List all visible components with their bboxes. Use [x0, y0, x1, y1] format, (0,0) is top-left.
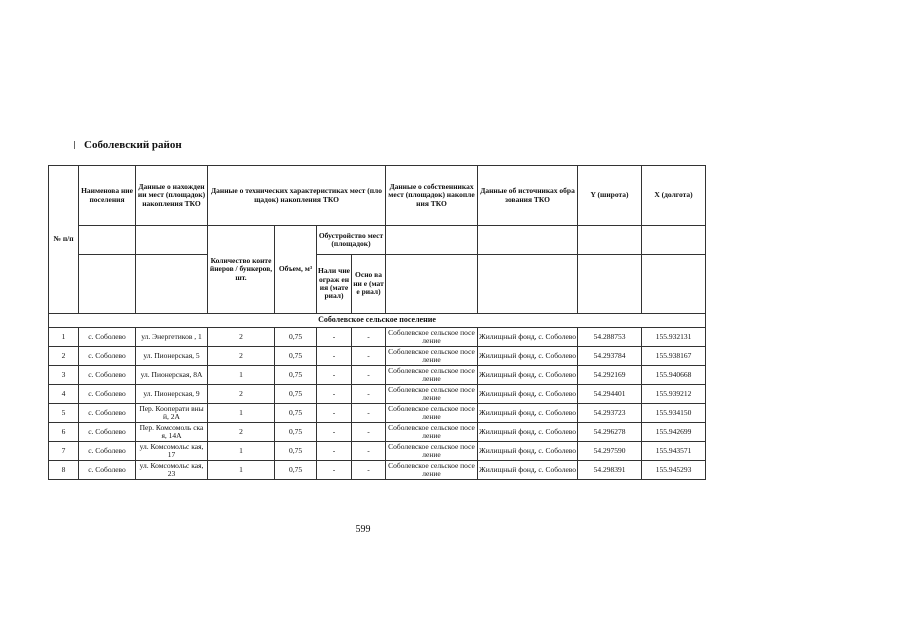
cell-count: 2: [208, 423, 275, 442]
cell-settlement: с. Соболево: [79, 347, 136, 366]
cell-longitude: 155.942699: [642, 423, 706, 442]
cell-longitude: 155.939212: [642, 385, 706, 404]
cell-longitude: 155.932131: [642, 328, 706, 347]
cell-latitude: 54.293784: [578, 347, 642, 366]
table-row: [49, 385, 706, 404]
cell-number: 8: [49, 461, 79, 480]
cell-owner: Соболевское сельское поселение: [386, 404, 478, 423]
table-row: [49, 366, 706, 385]
cell-settlement: с. Соболево: [79, 461, 136, 480]
cell-count: 2: [208, 385, 275, 404]
cell-latitude: 54.288753: [578, 328, 642, 347]
header-technical: Данные о технических характеристиках мест (площадок) накопления ТКО: [208, 166, 386, 226]
header-blank: [136, 226, 208, 255]
cell-source: Жилищный фонд, с. Соболево: [478, 347, 578, 366]
cell-count: 2: [208, 347, 275, 366]
cell-volume: 0,75: [275, 328, 317, 347]
cell-source: Жилищный фонд, с. Соболево: [478, 442, 578, 461]
cell-settlement: с. Соболево: [79, 423, 136, 442]
cell-number: 1: [49, 328, 79, 347]
cell-owner: Соболевское сельское поселение: [386, 385, 478, 404]
cell-address: ул. Пионерская, 9: [136, 385, 208, 404]
table-row: [49, 442, 706, 461]
header-blank: [578, 255, 642, 314]
district-title: Соболевский район: [84, 139, 182, 151]
header-latitude: Y (широта): [578, 166, 642, 226]
cell-base: -: [352, 461, 386, 480]
cell-count: 1: [208, 442, 275, 461]
cell-base: -: [352, 442, 386, 461]
cell-fence: -: [317, 328, 352, 347]
header-number: № п/п: [49, 166, 79, 314]
cell-address: Пер. Кооперати вный, 2А: [136, 404, 208, 423]
cell-latitude: 54.297590: [578, 442, 642, 461]
cell-base: -: [352, 385, 386, 404]
cell-owner: Соболевское сельское поселение: [386, 366, 478, 385]
header-blank: [136, 255, 208, 314]
header-containers: Количество контейнеров / бункеров, шт.: [208, 226, 275, 314]
cell-owner: Соболевское сельское поселение: [386, 423, 478, 442]
cell-longitude: 155.945293: [642, 461, 706, 480]
cell-address: ул. Пионерская, 8А: [136, 366, 208, 385]
cell-address: Пер. Комсомоль ская, 14А: [136, 423, 208, 442]
table-row: [49, 347, 706, 366]
header-blank: [642, 226, 706, 255]
cell-volume: 0,75: [275, 423, 317, 442]
cell-volume: 0,75: [275, 347, 317, 366]
cell-latitude: 54.298391: [578, 461, 642, 480]
heading-bullet: [74, 141, 75, 149]
header-arrangement: Обустройство мест (площадок): [317, 226, 386, 255]
cell-owner: Соболевское сельское поселение: [386, 347, 478, 366]
cell-count: 1: [208, 461, 275, 480]
cell-settlement: с. Соболево: [79, 442, 136, 461]
header-blank: [386, 226, 478, 255]
cell-latitude: 54.292169: [578, 366, 642, 385]
cell-fence: -: [317, 461, 352, 480]
cell-count: 1: [208, 366, 275, 385]
cell-longitude: 155.934150: [642, 404, 706, 423]
cell-count: 1: [208, 404, 275, 423]
cell-settlement: с. Соболево: [79, 385, 136, 404]
table-row: [49, 404, 706, 423]
header-blank: [642, 255, 706, 314]
cell-number: 5: [49, 404, 79, 423]
cell-source: Жилищный фонд, с. Соболево: [478, 461, 578, 480]
cell-volume: 0,75: [275, 404, 317, 423]
header-longitude: X (долгота): [642, 166, 706, 226]
header-blank: [478, 226, 578, 255]
cell-source: Жилищный фонд, с. Соболево: [478, 423, 578, 442]
cell-address: ул. Энергетиков , 1: [136, 328, 208, 347]
cell-number: 4: [49, 385, 79, 404]
cell-fence: -: [317, 347, 352, 366]
waste-sites-table: [48, 165, 706, 480]
cell-base: -: [352, 366, 386, 385]
cell-number: 7: [49, 442, 79, 461]
cell-owner: Соболевское сельское поселение: [386, 328, 478, 347]
cell-number: 6: [49, 423, 79, 442]
cell-fence: -: [317, 404, 352, 423]
cell-settlement: с. Соболево: [79, 404, 136, 423]
cell-base: -: [352, 347, 386, 366]
header-blank: [578, 226, 642, 255]
header-fence: Нали чие ограж ения (мате риал): [317, 255, 352, 314]
cell-base: -: [352, 404, 386, 423]
cell-latitude: 54.294401: [578, 385, 642, 404]
cell-settlement: с. Соболево: [79, 366, 136, 385]
cell-latitude: 54.293723: [578, 404, 642, 423]
table-row: [49, 461, 706, 480]
header-settlement: Наименова ние поселения: [79, 166, 136, 226]
cell-source: Жилищный фонд, с. Соболево: [478, 385, 578, 404]
district-heading: [74, 139, 182, 151]
cell-volume: 0,75: [275, 366, 317, 385]
cell-number: 3: [49, 366, 79, 385]
cell-fence: -: [317, 423, 352, 442]
page-number: 599: [355, 524, 371, 535]
header-blank: [79, 255, 136, 314]
table-row: [49, 328, 706, 347]
cell-base: -: [352, 328, 386, 347]
cell-fence: -: [317, 385, 352, 404]
cell-source: Жилищный фонд, с. Соболево: [478, 404, 578, 423]
cell-longitude: 155.938167: [642, 347, 706, 366]
table-row: [49, 423, 706, 442]
cell-volume: 0,75: [275, 442, 317, 461]
cell-address: ул. Пионерская, 5: [136, 347, 208, 366]
cell-source: Жилищный фонд, с. Соболево: [478, 328, 578, 347]
cell-owner: Соболевское сельское поселение: [386, 461, 478, 480]
cell-owner: Соболевское сельское поселение: [386, 442, 478, 461]
header-blank: [478, 255, 578, 314]
header-blank: [79, 226, 136, 255]
cell-base: -: [352, 423, 386, 442]
cell-address: ул. Комсомольс кая, 17: [136, 442, 208, 461]
section-title: Соболевское сельское поселение: [49, 314, 706, 328]
cell-latitude: 54.296278: [578, 423, 642, 442]
cell-settlement: с. Соболево: [79, 328, 136, 347]
header-blank: [386, 255, 478, 314]
header-volume: Объем, м³: [275, 226, 317, 314]
header-owners: Данные о собственниках мест (площадок) накопления ТКО: [386, 166, 478, 226]
cell-source: Жилищный фонд, с. Соболево: [478, 366, 578, 385]
cell-fence: -: [317, 366, 352, 385]
cell-address: ул. Комсомольс кая, 23: [136, 461, 208, 480]
cell-number: 2: [49, 347, 79, 366]
cell-fence: -: [317, 442, 352, 461]
cell-volume: 0,75: [275, 385, 317, 404]
header-location: Данные о нахождении мест (площадок) накопления ТКО: [136, 166, 208, 226]
cell-longitude: 155.940668: [642, 366, 706, 385]
cell-longitude: 155.943571: [642, 442, 706, 461]
cell-count: 2: [208, 328, 275, 347]
header-base: Осно вани е (мате риал): [352, 255, 386, 314]
header-sources: Данные об источниках образования ТКО: [478, 166, 578, 226]
cell-volume: 0,75: [275, 461, 317, 480]
